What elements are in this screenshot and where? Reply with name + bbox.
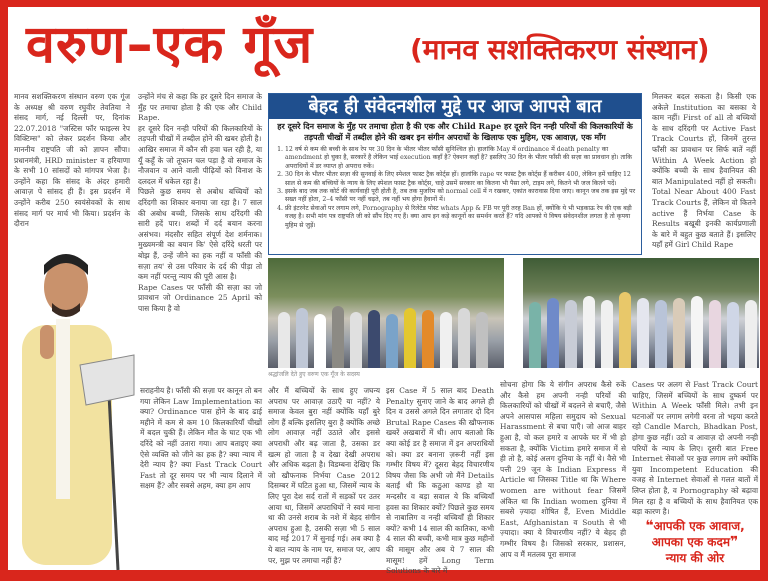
crowd-figure <box>422 310 434 368</box>
column-4-text: इस Case में 5 साल बाद Death Penalty सुनाए जाने के बाद अगले ही दिन व उससे अगले दिन लगातार दो दिन Brutal Rape Cases की खौफनाक खबरें अखबारों में थी। आप बताओ कि क्या कोई डर है समाज में इन अपराधियों को। क्या डर बनाना ज़रूरी नहीं इस गम्भीर विषय में? दूसरा बेहद विचारणीय विषय जैसा कि अभी जो मैंने Details बताईं थी कि कठुआ काण्ड हो या मन्दसौर व बड़ा सवाल ये कि बच्चियाँ हवस का शिकार क्यों? पिछले कुछ समय से नाबालिग व नन्ही बच्चियाँ ही शिकार क्यों? कभी 14 साल की कातिका, कभी 4 साल की बच्ची, कभी मात्र कुछ महीनों की मासूम और अब ये 7 साल की मासूम! हमें Long Term Solutions के बारे में <box>386 386 494 576</box>
slogan-line-1-text: आपकी एक आवाज, <box>653 519 745 533</box>
article-column-1 <box>14 92 130 250</box>
article-column-6 <box>632 380 758 516</box>
crowd-figure <box>404 308 416 368</box>
article-column-3 <box>268 386 380 570</box>
headline-banner: बेहद ही संवेदनशील मुद्दे पर आज आपसे बात <box>269 94 641 119</box>
slogan <box>632 518 758 566</box>
slogan-line-1 <box>632 518 758 534</box>
crowd-figure <box>296 308 308 368</box>
masthead <box>12 10 762 80</box>
demand-item: 1. 12 वर्ष से कम की बच्ची के साथ रेप पर 30 दिन के भीतर भीतर फाँसी सुनिश्चित हो। हालांकि May में ordinance में death penalty का amendment हो चुका है, सरकारें है लेकिन भाई execution कहाँ है? ऐक्शन कहाँ है? इसलिए 30 दिन के भीतर फाँसी की सज़ा का प्रावधान हो। ताकि अपराधियों में डर व्याप्त हो अपराध रुकें। <box>285 146 637 171</box>
crowd-figure <box>529 302 541 368</box>
column-1-text: मानव सशक्तिकरण संस्थान वरुण एक गूंज के अध्यक्ष श्री वरुण रघुवीर तेवतिया ने संसद मार्ग, नई दिल्ली पर, दिनांक 22.07.2018 "जस्टिस फॉर फाइल्स रेप विक्टिम्स" को लेकर प्रदर्शन किया और माननीय राष्ट्रपति जी को ज्ञापन सौंपा। प्रधानमंत्री, HRD minister व हरियाणा के सभी 10 सांसदों को मांगपत्र भेजा है। उन्होंने कहा कि संसद के अंदर हमारी आवाज़ पे सांसद ही हैं। इस प्रदर्शन में उन्होंने करीब 250 स्वयंसेवकों के साथ संसद मार्ग पर मार्च भी किया। प्रदर्शन के दौरान <box>14 92 130 229</box>
lower-left-text: सराहनीय है। फाँसी की सज़ा पर कानून तो बन गया लेकिन Law Implementation का क्या? Ordinance पास होने के बाद ढाई महीने में कम से कम 10 किलकारियाँ चीखों में बदल चुकी हैं। लेकिन मौत के घाट एक भी दरिंदे को नहीं उतारा गया। आप बताइए क्या ऐसे व्यक्ति को जीने का हक है? क्या न्याय में देरी न्याय है? क्या Fast Track Court Fast तो दूर समय पर भी न्याय दिलाने में सक्षम हैं? और सबसे अहम, क्या हम आप <box>140 386 262 491</box>
column-3-text: और मैं बच्चियों के साथ हुए जघन्य अपराध पर आवाज़ उठाएँ या नहीं? ये समाज केवल बुरा नहीं क्योंकि यहाँ बुरे लोग हैं बल्कि इसलिए बुरा है क्योंकि अच्छे लोग आवाज़ नहीं उठाते और इससे अपराधी और बढ़ जाता है, उसका डर खत्म हो जाता है व देखा देखी अपराध और अधिक बढ़ता है। विडम्बना देखिए कि जो खौफनाक निर्भया Case 2012 दिसम्बर में घटित हुआ था, जिसमें न्याय के लिए पूरा देश सर्द रातों में सड़कों पर उतर आया था, जिसमें अपराधियों ने स्वयं माना था की उनसे शराब के नशे में बेहद संगीन अपराध हुआ है, उसकी सज़ा भी 5 साल बाद मई 2017 में सुनाई गई। अब क्या है ये बात न्याय के नाम पर, समाज पर, आप पर, मुझ पर तमाचा नहीं है? <box>268 386 380 565</box>
slogan-line-3: न्याय की ओर <box>665 551 725 565</box>
crowd-figure <box>386 314 398 368</box>
masthead-title: वरुण–एक गूँज <box>26 15 314 75</box>
column-5-text: मिलकर बदल सकता है। किसी एक अकेले Institution का बसका ये काम नहीं। First of all तो बच्चियों के साथ दरिंदगी पर Active Fast Track Courts हों, जिनमें तुरन्त फाँसी का प्रावधान पर सिर्फ बातें नहीं Within A Week Action हो क्योंकि बच्ची के साथ हैवानियत की बात Manipulated नहीं हो सकती। Total Near About 400 Fast Track Courts हैं, लेकिन वो कितने active हैं निर्भया Case के Results बखूबी इनकी कार्यप्रणाली के बारे में बहुत कुछ बताते हैं। इसलिए यहाँ हमें Girl Child Rape <box>652 92 756 250</box>
protest-photo-1 <box>268 258 504 368</box>
column-2-para-4: पिछले कुछ समय से अबोध बच्चियों को दरिंदगी का शिकार बनाया जा रहा है। 7 साल की अबोध बच्ची, जिसके साथ दरिंदगी की सारी हदें पार। शब्दों में दर्द बयान करना असंभव। मंदसौर सहित संपूर्ण देश शर्मनाक। मुख्यमन्त्री का बयान कि' ऐसे दरिंदे धरती पर बोझ हैं, उन्हें जीने का हक नहीं व फाँसी की सज़ा तय' से उस परिवार के दर्द की पीड़ा तो कम नहीं परन्तु न्याय की पूरी आस है। <box>138 187 262 282</box>
lower-left-column <box>140 386 262 570</box>
crowd-figure <box>619 292 631 368</box>
demands-list <box>275 146 637 230</box>
column-4b-text: सोचना होगा कि ये संगीन अपराध कैसे रुकें और कैसे हम अपनी नन्ही परियों की किलकारियों को चीखों में बदलने से बचाएँ, जैसे अपने आसपास महिला समुदाय को Sexual Harassment से बचा पाएँ। जो आज बाहर हुआ है, वो कल हमारे व आपके घर में भी हो सकता है, क्योंकि Victim हमारे समाज में से ही तो है, कोई अलग दुनिया के नहीं थे। वैसे भी पत्ती 29 जून के Indian Express में Article था जिसका Title था कि Where women are without fear जिसमें अंकित था कि Indian women दुनिया में सबसे ज़्यादा शोषित हैं, Even Middle East, Afghanistan व South से भी ज़्यादा। क्या ये विचारणीय नहीं? ये बेहद ही गम्भीर विषय है। जिसको सरकार, प्रशासन, आप व मैं मतलब पूरा समाज <box>500 380 626 559</box>
crowd-figure <box>583 296 595 368</box>
demand-item: 2. 30 दिन के भीतर भीतर सज़ा की सुनवाई के लिए स्पेशल फास्ट ट्रैक कोर्ट्स हों। हालांकि rape पर फास्ट ट्रैक कोर्ट्स हैं करीबन 400, लेकिन हमें चाहिए 12 साल से कम की बच्चियों के न्याय के लिए स्पेशल फास्ट ट्रैक कोर्ट्स, चाहे उसमें सरकार का कितना भी पैसा लगे, टाइम लगे, कितने भी जज कितने पदें। <box>285 171 637 188</box>
crowd-figure <box>368 310 380 368</box>
crowd-figure <box>458 308 470 368</box>
crowd-figure <box>278 312 290 368</box>
crowd-figure <box>673 298 685 368</box>
column-2-para-2: हर दूसरे दिन नन्ही परियों की किलकारियों के तड़पती चीखों में तब्दील होने की खबर होती है। <box>138 123 262 144</box>
scarf-shape <box>56 319 70 499</box>
masthead-subtitle: (मानव सशक्तिकरण संस्थान) <box>410 33 710 66</box>
demand-item: 4. फ्री इंटरनेट सेवाओं पर लगाम लगे, Pornography से रिलेटेड पोस्ट whats App & FB पर पूरी तरह Ban हों, क्योंकि ये भी भड़काऊ रेप की एक बड़ी वजह है। सभी मांग पत्र राष्ट्रपति जी को सौंप दिए गए हैं। क्या आप इन कड़े कानूनों का समर्थन करते हैं? यदि आपको ये विषय संवेदनशील लगता है तो कृपया मुहिम से जुड़ें। <box>285 205 637 230</box>
article-column-4b <box>500 380 626 570</box>
crowd-figure <box>691 296 703 368</box>
crowd-figure <box>440 312 452 368</box>
crowd-figure <box>655 300 667 368</box>
article-column-4 <box>386 386 494 576</box>
crowd-figure <box>601 300 613 368</box>
crowd-figure <box>727 302 739 368</box>
headline-box <box>268 93 642 255</box>
crowd-figure <box>637 298 649 368</box>
crowd-figure <box>565 300 577 368</box>
headline-intro: हर दूसरे दिन समाज के मुँह पर तमाचा होता है की एक और Child Rape हर दूसरे दिन नन्ही परियों की किलकारियों के तड़पती चीखों में तब्दील होने की खबर इन संगीन अपराधों के खिलाफ एक मुहिम, एक आवाज़, एक माँग <box>277 121 633 142</box>
photo-caption: श्रद्धांजलि देते हुए वरुण एक गूँज के सदस्य <box>268 371 360 378</box>
column-2-para-1: उन्होंने मंच से कहा कि हर दूसरे दिन समाज के मुँह पर तमाचा होता है की एक और Child Rape. <box>138 92 262 123</box>
crowd-figure <box>709 300 721 368</box>
column-2-para-3: आखिर समाज में कौन सी हवा चल रही है, या यूँ कहूँ के जो तूफान चल पड़ा है वो समाज के नौजवान व आने वाली पीढ़ियों को विनाश के दलदल में धकेल रहा है। <box>138 144 262 186</box>
crowd-figure <box>332 306 344 368</box>
crowd-figure <box>350 312 362 368</box>
slogan-line-2 <box>632 534 758 550</box>
hand-shape <box>40 325 54 359</box>
crowd-figure <box>745 300 757 368</box>
crowd-figure <box>314 314 326 368</box>
open-quote-icon: ❝ <box>645 518 654 534</box>
protest-photo-2 <box>523 258 759 368</box>
demand-item: 3. इसके बाद जब तक कोर्ट की कार्यवाही पूरी होती है, तब तक मुजरिम को normal cell में न रखकर, एकांत कारावास दिया जाए। कानून जब तक इस मुद्दे पर सख्त नहीं होता, 2–4 फाँसी पर नहीं चढ़ते, तब नहीं भय होगा हैवानों में। <box>285 188 637 205</box>
article-column-2 <box>138 92 262 382</box>
crowd-figure <box>476 312 488 368</box>
column-2-para-5: Rape Cases पर फाँसी की सज़ा का जो प्रावधान जो Ordinance 25 April को पास किया है वो <box>138 282 262 313</box>
speaker-photo <box>10 255 135 570</box>
article-column-5 <box>652 92 756 252</box>
crowd-figure <box>547 298 559 368</box>
close-quote-icon: ❞ <box>730 534 739 550</box>
column-6-text: Cases पर अलग से Fast Track Court चाहिए, जिसमें बच्चियों के साथ दुष्कर्म पर Within A Week फाँसी मिले। तभी इन घटनाओं पर लगाम लगेगी वरना तो भइया करते रहो Candle March, Bhadkan Post, होगा कुछ नहीं। उठो व आवाज़ दो अपनी नन्ही परियों के न्याय के लिए। दूसरी बात Free Internet सेवाओं पर कुछ लगाम लगे क्योंकि युवा Incompetent Education की वजह से Internet सेवाओं से गलत बातों में लिप्त होता है, व Pornography को बढ़ावा मिल रहा है व बच्चियों के साथ हैवानियत एक बड़ा कारण है। <box>632 380 758 517</box>
slogan-line-2-text: आपका एक कदम <box>651 535 731 549</box>
